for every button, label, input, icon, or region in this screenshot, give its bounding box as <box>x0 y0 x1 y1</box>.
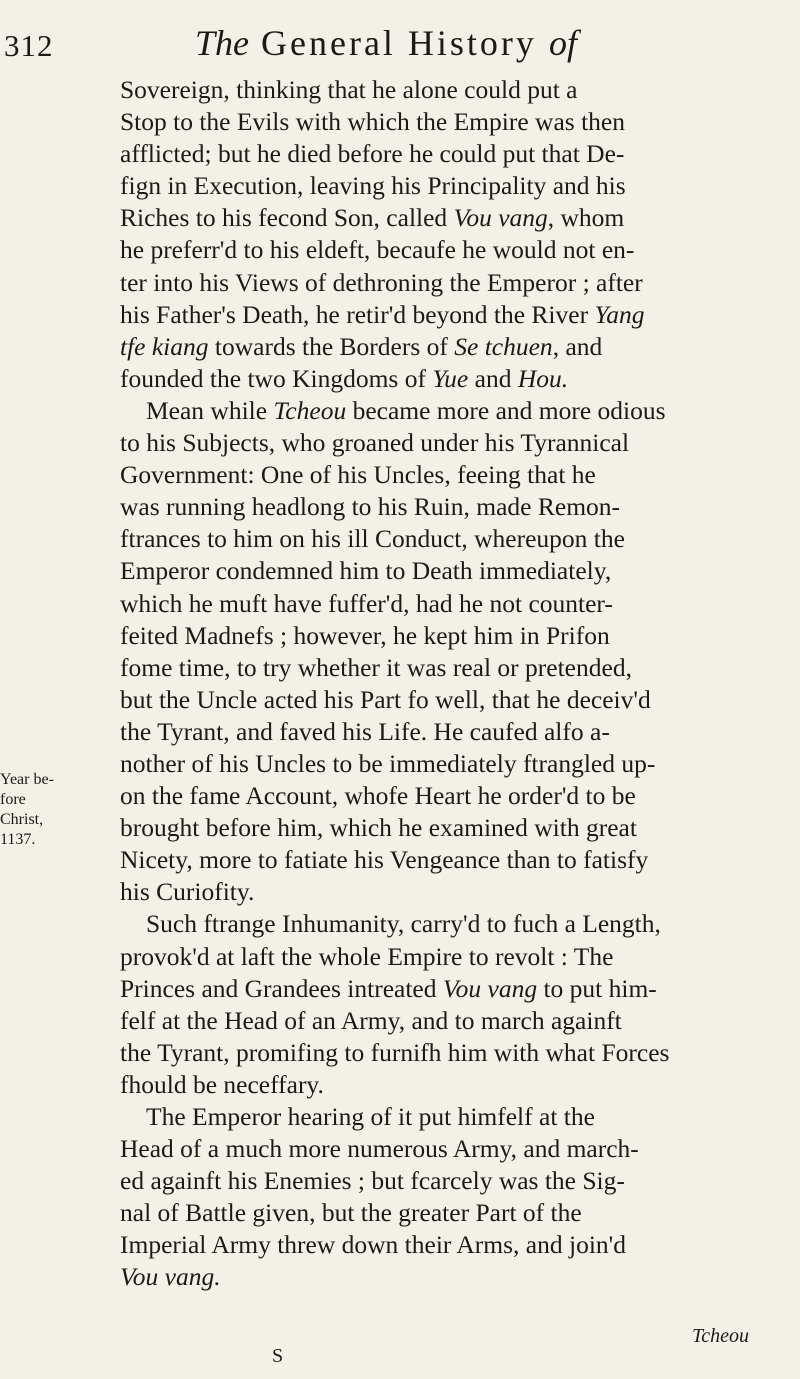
proper-name: Tcheou <box>273 395 347 425</box>
text-line: on the fame Account, whofe Heart he order'd to be <box>120 781 636 811</box>
text-line: afflicted; but he died before he could put that De- <box>120 139 625 169</box>
text-line: Mean while Tcheou became more and more odious <box>146 395 666 425</box>
text-line: Imperial Army threw down their Arms, and join'd <box>120 1230 627 1260</box>
text-line: brought before him, which he examined with great <box>120 813 637 843</box>
proper-name: Vou vang. <box>120 1262 221 1292</box>
proper-name: Vou vang <box>453 203 548 233</box>
text-line <box>120 1261 788 1293</box>
text-line: ftrances to him on his ill Conduct, whereupon the <box>120 524 625 554</box>
text-line: feited Madnefs ; however, he kept him in Prifon <box>120 620 610 650</box>
signature-mark: S <box>272 1345 284 1367</box>
text-line: Head of a much more numerous Army, and march- <box>120 1134 639 1164</box>
text-line: nal of Battle given, but the greater Part of the <box>120 1198 582 1228</box>
text-line: nother of his Uncles to be immediately ftrangled up- <box>120 748 656 778</box>
margin-note-line: fore Christ, <box>0 791 44 828</box>
text-line: Emperor condemned him to Death immediately, <box>120 556 612 586</box>
text-line: his Father's Death, he retir'd beyond the River Yang <box>120 299 645 329</box>
text-line: fome time, to try whether it was real or pretended, <box>120 652 632 682</box>
body-text <box>120 74 788 1294</box>
proper-name: Hou. <box>517 363 569 393</box>
text-line: he preferr'd to his eldeft, becaufe he would not en- <box>120 235 635 265</box>
text-line: Stop to the Evils with which the Empire was then <box>120 107 625 137</box>
text-line: ter into his Views of dethroning the Emperor ; after <box>120 267 643 297</box>
text-line: tfe kiang towards the Borders of Se tchuen, and <box>120 331 603 361</box>
text-line: the Tyrant, and faved his Life. He caufed alfo a- <box>120 716 610 746</box>
text-line: the Tyrant, promifing to furnifh him with what Forces <box>120 1037 670 1067</box>
text-line: which he muft have fuffer'd, had he not counter- <box>120 588 613 618</box>
margin-note-line: 1137. <box>0 831 36 848</box>
text-line: felf at the Head of an Army, and to march againft <box>120 1005 622 1035</box>
text-line: to his Subjects, who groaned under his Tyrannical <box>120 428 630 458</box>
margin-note <box>0 770 70 850</box>
catchword: Tcheou <box>692 1325 750 1347</box>
text-line: Princes and Grandees intreated Vou vang to put him- <box>120 973 657 1003</box>
text-line: Riches to his fecond Son, called Vou vang, whom <box>120 203 625 233</box>
text-line: Government: One of his Uncles, feeing that he <box>120 460 596 490</box>
text-line: The Emperor hearing of it put himfelf at the <box>146 1102 595 1131</box>
text-line: Nicety, more to fatiate his Vengeance than to fatisfy <box>120 845 649 875</box>
proper-name: Vou vang <box>442 973 538 1003</box>
running-head-title: General History <box>261 23 537 63</box>
running-head-prefix: The <box>195 23 249 63</box>
proper-name: Yue <box>432 363 469 393</box>
text-line: provok'd at laft the whole Empire to revolt : The <box>120 941 614 971</box>
page-number: 312 <box>4 28 54 63</box>
running-head <box>195 22 577 64</box>
text-line: fign in Execution, leaving his Principality and his <box>120 171 626 201</box>
proper-name: tfe kiang <box>120 331 209 361</box>
proper-name: Se tchuen <box>454 331 553 361</box>
text-line: Sovereign, thinking that he alone could put a <box>120 75 578 104</box>
text-line: founded the two Kingdoms of Yue and Hou. <box>120 363 569 393</box>
text-line: his Curiofity. <box>120 877 255 907</box>
text-line: ed againft his Enemies ; but fcarcely was the Sig- <box>120 1166 625 1196</box>
margin-note-line: Year be- <box>0 771 54 788</box>
text-line: fhould be neceffary. <box>120 1069 324 1099</box>
text-line: but the Uncle acted his Part fo well, that he deceiv'd <box>120 684 651 714</box>
running-head-suffix: of <box>548 23 577 63</box>
text-line: Such ftrange Inhumanity, carry'd to fuch a Length, <box>146 909 661 939</box>
proper-name: Yang <box>594 299 645 329</box>
text-line: was running headlong to his Ruin, made Remon- <box>120 492 621 522</box>
